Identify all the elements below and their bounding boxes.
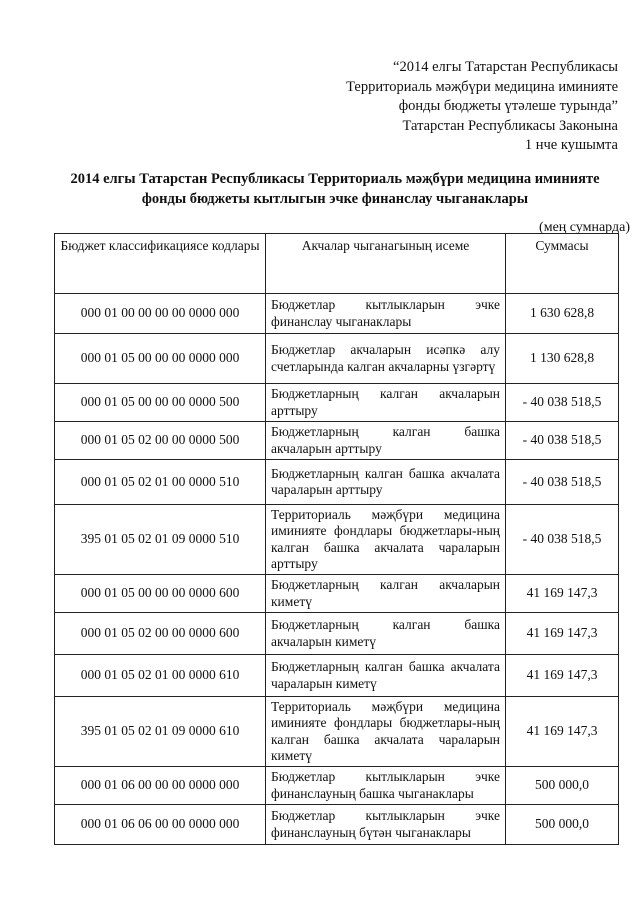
table-row [55, 575, 619, 613]
appendix-number: 1 нче кушымта [524, 137, 618, 153]
table-row [55, 422, 619, 460]
table-row [55, 294, 619, 334]
row-name: Бюджетлар кытлыкларын эчке финанслауның бүтән чыганаклары [266, 805, 506, 845]
row-name: Бюджетларның калган башка акчаларын киметү [266, 613, 506, 655]
note-line: Территориаль мәҗбүри медицина иминияте [346, 78, 618, 95]
row-sum: - 40 038 518,5 [506, 384, 619, 422]
table-row [55, 655, 619, 697]
row-sum: 500 000,0 [506, 805, 619, 845]
table-row [55, 505, 619, 575]
row-sum: 41 169 147,3 [506, 575, 619, 613]
row-name: Бюджетларның калган башка акчалата чараларын киметү [266, 655, 506, 697]
row-name: Бюджетларның калган башка акчалата чараларын арттыру [266, 460, 506, 505]
row-name: Бюджетларның калган акчаларын арттыру [266, 384, 506, 422]
row-sum: 41 169 147,3 [506, 613, 619, 655]
header-sum: Суммасы [506, 234, 619, 294]
table-row [55, 767, 619, 805]
note-line: Татарстан Республикасы Законына [402, 117, 618, 134]
row-sum: - 40 038 518,5 [506, 505, 619, 575]
row-code: 000 01 05 02 00 00 0000 600 [55, 613, 266, 655]
row-sum: 1 130 628,8 [506, 334, 619, 384]
row-code: 000 01 05 02 01 00 0000 510 [55, 460, 266, 505]
row-code: 000 01 05 00 00 00 0000 500 [55, 384, 266, 422]
row-code: 000 01 05 00 00 00 0000 600 [55, 575, 266, 613]
row-sum: 500 000,0 [506, 767, 619, 805]
row-code: 000 01 06 06 00 00 0000 000 [55, 805, 266, 845]
row-name: Бюджетларның калган акчаларын киметү [266, 575, 506, 613]
title-line: 2014 елгы Татарстан Республикасы Территориаль мәҗбүри медицина иминияте [70, 171, 600, 187]
row-sum: 41 169 147,3 [506, 655, 619, 697]
table-row [55, 460, 619, 505]
table-row [55, 384, 619, 422]
row-code: 395 01 05 02 01 09 0000 510 [55, 505, 266, 575]
law-appendix-note [298, 58, 618, 156]
row-code: 000 01 05 00 00 00 0000 000 [55, 334, 266, 384]
row-code: 000 01 05 02 00 00 0000 500 [55, 422, 266, 460]
row-name: Бюджетлар акчаларын исәпкә алу счетларында калган акчаларны үзгәртү [266, 334, 506, 384]
header-code: Бюджет классификациясе кодлары [55, 234, 266, 294]
table-row [55, 697, 619, 767]
row-name: Бюджетлар кытлыкларын эчке финанслау чыганаклары [266, 294, 506, 334]
row-name: Территориаль мәҗбүри медицина иминияте фондлары бюджетлары-ның калган башка акчалата чараларын киметү [266, 697, 506, 767]
document-title [40, 169, 630, 209]
row-code: 395 01 05 02 01 09 0000 610 [55, 697, 266, 767]
row-name: Бюджетлар кытлыкларын эчке финанслауның башка чыганаклары [266, 767, 506, 805]
table-row [55, 613, 619, 655]
row-code: 000 01 05 02 01 00 0000 610 [55, 655, 266, 697]
header-name: Акчалар чыганагының исеме [266, 234, 506, 294]
row-sum: - 40 038 518,5 [506, 460, 619, 505]
table-row [55, 334, 619, 384]
table-header-row [55, 234, 619, 294]
table-row [55, 805, 619, 845]
row-name: Бюджетларның калган башка акчаларын арттыру [266, 422, 506, 460]
sources-table [54, 233, 619, 845]
note-line: “2014 елгы Татарстан Республикасы [393, 59, 618, 75]
units-note: (мең сумнарда) [539, 220, 630, 235]
row-name: Территориаль мәҗбүри медицина иминияте фондлары бюджетлары-ның калган башка акчалата чараларын арттыру [266, 505, 506, 575]
row-sum: 1 630 628,8 [506, 294, 619, 334]
row-sum: - 40 038 518,5 [506, 422, 619, 460]
row-code: 000 01 06 00 00 00 0000 000 [55, 767, 266, 805]
title-line: фонды бюджеты кытлыгын эчке финанслау чыганаклары [141, 191, 529, 207]
note-line: фонды бюджеты үтәлеше турында” [398, 98, 618, 114]
row-code: 000 01 00 00 00 00 0000 000 [55, 294, 266, 334]
row-sum: 41 169 147,3 [506, 697, 619, 767]
